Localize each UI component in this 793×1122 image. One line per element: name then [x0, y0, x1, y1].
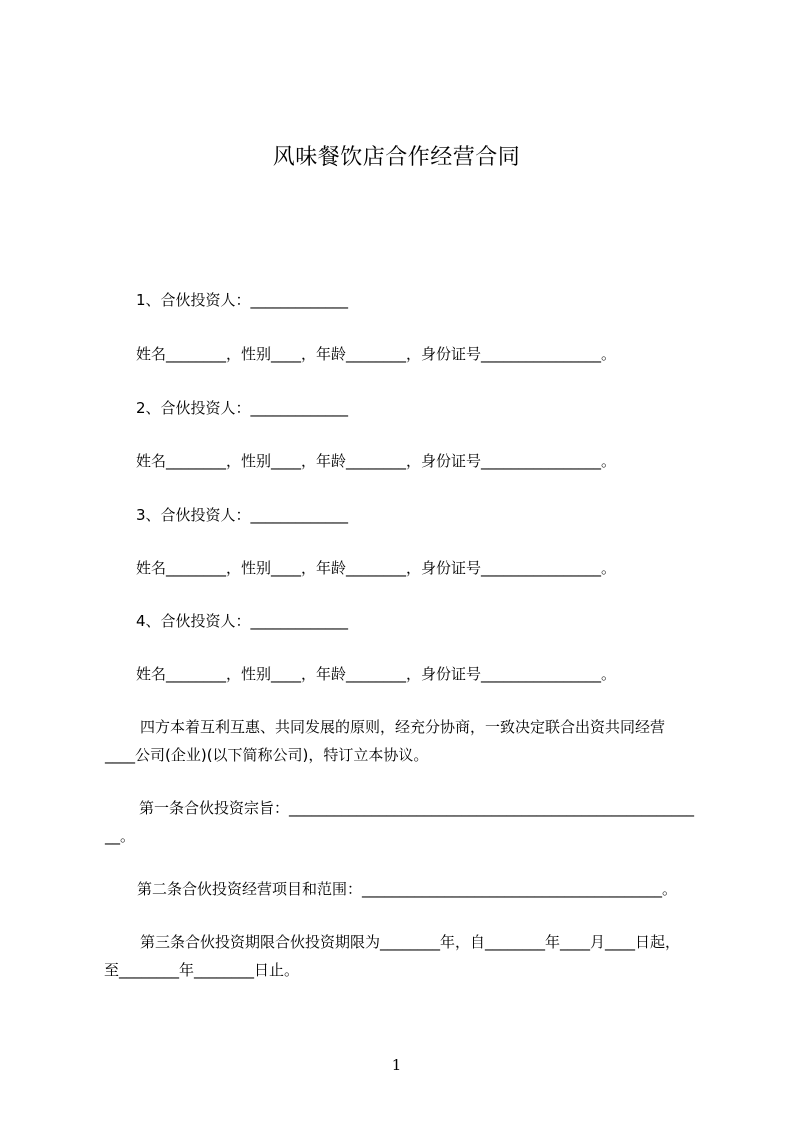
document-title: 风味餐饮店合作经营合同 [272, 145, 521, 170]
page-number: 1 [391, 1056, 402, 1074]
intro-paragraph-line-2: ____公司(企业)(以下简称公司)，特订立本协议。 [105, 746, 429, 764]
investor-3-heading: 3、合伙投资人：_____________ [136, 506, 349, 524]
article-2-line-1: 第二条合伙投资经营项目和范围：________________________________________。 [137, 880, 678, 898]
article-1-line-1: 第一条合伙投资宗旨：______________________________________________________ [139, 799, 695, 817]
investor-1-details: 姓名________，性别____，年龄________，身份证号________________。 [136, 345, 617, 363]
investor-1-heading: 1、合伙投资人：_____________ [136, 291, 349, 309]
investor-2-heading: 2、合伙投资人：_____________ [136, 399, 349, 417]
article-3-line-1: 第三条合伙投资期限合伙投资期限为________年，自________年____月____日起， [140, 933, 681, 951]
article-3-line-2: 至________年________日止。 [104, 961, 300, 979]
investor-4-details: 姓名________，性别____，年龄________，身份证号________________。 [136, 665, 617, 683]
article-1-line-2: __。 [105, 827, 136, 845]
intro-paragraph-line-1: 四方本着互利互惠、共同发展的原则，经充分协商，一致决定联合出资共同经营 [140, 718, 666, 736]
investor-2-details: 姓名________，性别____，年龄________，身份证号________________。 [136, 452, 617, 470]
investor-4-heading: 4、合伙投资人：_____________ [136, 612, 349, 630]
investor-3-details: 姓名________，性别____，年龄________，身份证号________________。 [136, 559, 617, 577]
